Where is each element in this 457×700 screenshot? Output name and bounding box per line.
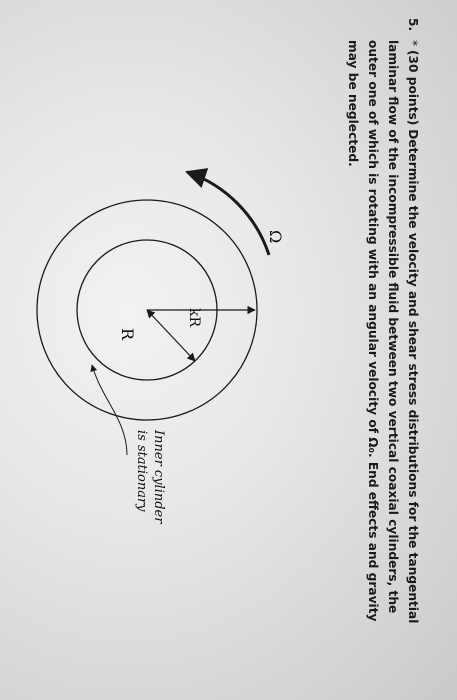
problem-line-3 — [363, 40, 383, 621]
outer-radius-label: R — [118, 328, 137, 341]
problem-line-4 — [343, 40, 363, 167]
note-leader-line — [92, 365, 127, 455]
problem-line-1 — [403, 40, 423, 623]
problem-points: (30 points) — [406, 49, 420, 126]
coaxial-cylinders-figure — [0, 150, 307, 530]
omega-label: Ω — [266, 230, 285, 244]
inner-radius-label: kR — [186, 308, 202, 328]
problem-text-line-3: outer one of which is rotating with an angular velocity of Ω₀. End effects and gravity — [366, 40, 380, 622]
note-line-1: Inner cylinder — [151, 430, 166, 524]
problem-text-line-4: may be neglected. — [346, 40, 360, 167]
problem-line-2 — [383, 40, 403, 613]
note-line-2: is stationary — [134, 430, 149, 512]
problem-marker: * — [406, 40, 420, 47]
problem-number: 5. — [406, 18, 420, 32]
problem-text-line-2: laminar flow of the incompressible fluid between two vertical coaxial cylinders, the — [386, 40, 400, 614]
problem-text-line-1: Determine the velocity and shear stress distributions for the tangential — [406, 129, 420, 624]
inner-cylinder-note — [133, 430, 167, 523]
